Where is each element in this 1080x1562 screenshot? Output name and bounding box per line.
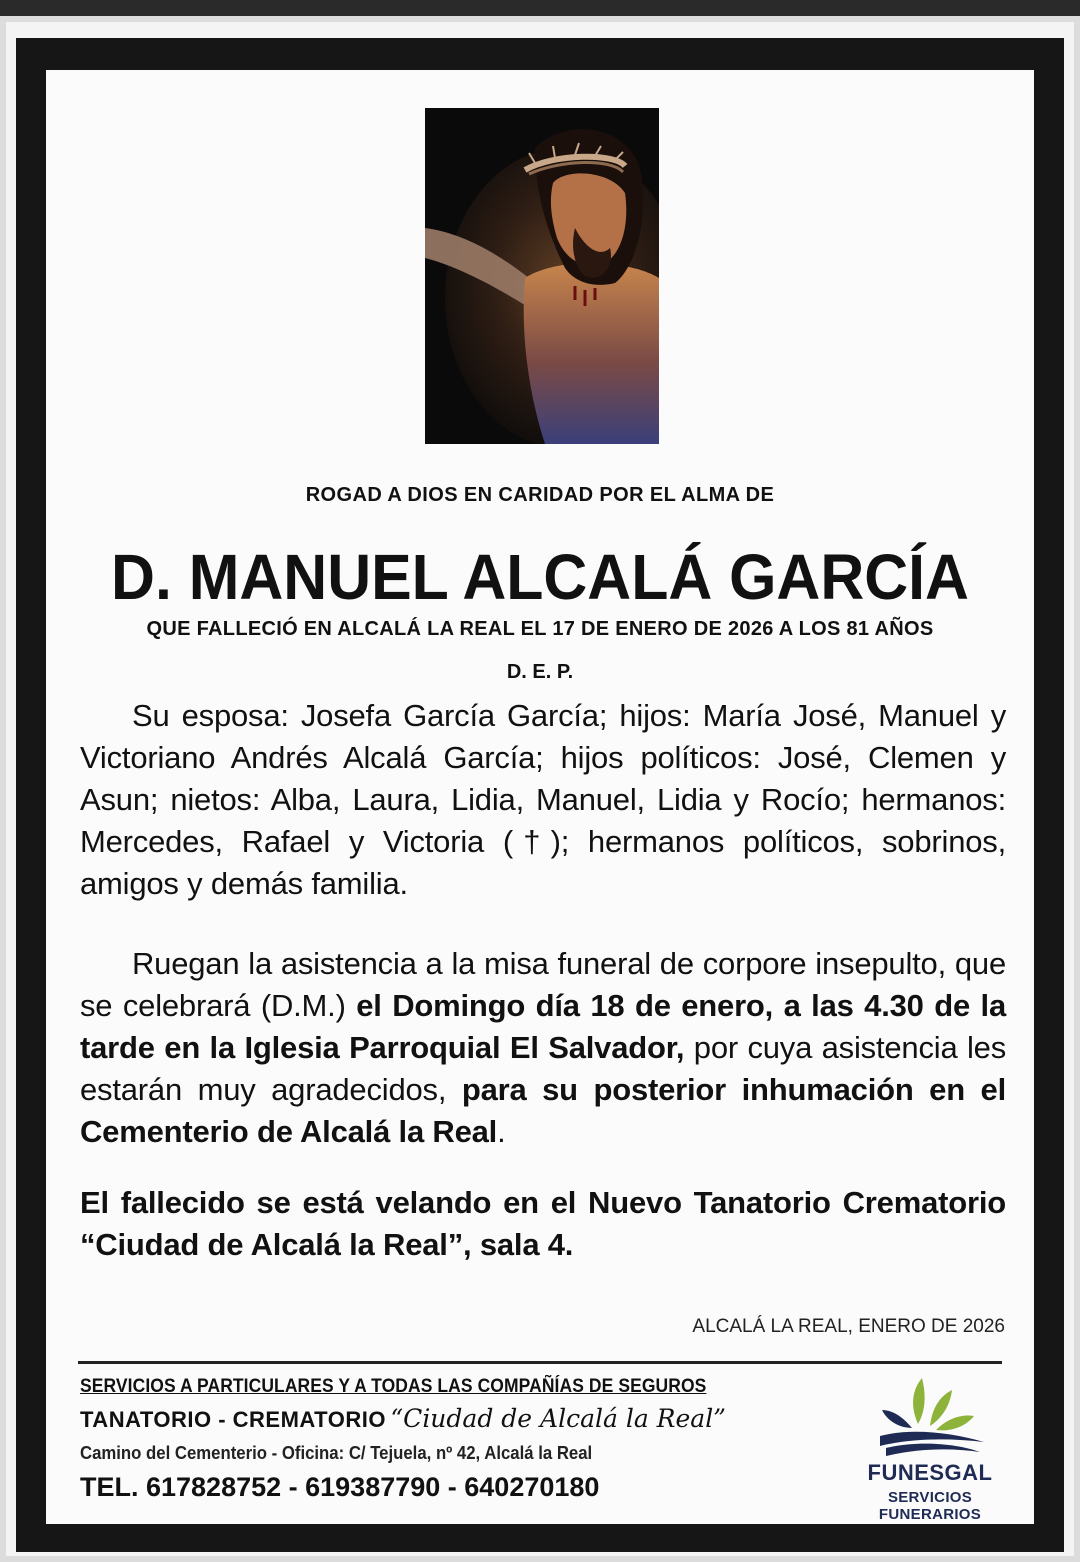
rip-abbreviation: D. E. P. [506, 661, 574, 683]
family-paragraph: Su esposa: Josefa García García; hijos: María José, Manuel y Victoriano Andrés Alcalá García; hijos políticos: José, Clemen y Asun; nietos: Alba, Laura, Lidia, Manuel, Lidia y Rocío; hermanos: Mercedes, Rafael y Victoria (†); hermanos políticos, sobrinos, amigos y demás familia. [80, 698, 1006, 901]
burial-info: para su posterior inhumación en el Cementerio de Alcalá la Real [80, 1072, 1006, 1149]
tanatorio-label: TANATORIO - CREMATORIO [80, 1407, 386, 1432]
mass-text: Ruegan la asistencia a la misa funeral de corpore insepulto, que se celebrará (D.M.) [80, 946, 1006, 1023]
prayer-heading: ROGAD A DIOS EN CARIDAD POR EL ALMA DE [305, 484, 775, 506]
wake-paragraph: El fallecido se está velando en el Nuevo Tanatorio Crematorio “Ciudad de Alcalá la Real”, sala 4. [80, 1185, 1006, 1262]
place-date: ALCALÁ LA REAL, ENERO DE 2026 [692, 1316, 1005, 1337]
funeral-mass-paragraph [80, 943, 1006, 1153]
mass-period: . [497, 1114, 506, 1149]
deceased-name: D. MANUEL ALCALÁ GARCÍA [111, 541, 969, 613]
mass-date-location: el Domingo día 18 de enero, a las 4.30 de la tarde en la Iglesia Parroquial El Salvador, [80, 988, 1006, 1065]
death-details: QUE FALLECIÓ EN ALCALÁ LA REAL EL 17 DE ENERO DE 2026 A LOS 81 AÑOS [146, 618, 934, 640]
mass-thanks: por cuya asistencia les estarán muy agradecidos, [80, 1030, 1006, 1107]
crucifix-image [425, 108, 659, 444]
funeral-home-info [80, 1376, 840, 1503]
funesgal-logo [840, 1376, 1020, 1523]
tanatorio-name: “Ciudad de Alcalá la Real” [390, 1404, 726, 1433]
top-bar [0, 0, 1080, 16]
leaf-logo-icon [840, 1376, 1020, 1460]
phone-line: TEL. 617828752 - 619387790 - 640270180 [80, 1472, 600, 1502]
tanatorio-line [80, 1404, 840, 1433]
logo-name: FUNESGAL [867, 1460, 993, 1485]
services-line: SERVICIOS A PARTICULARES Y A TODAS LAS COMPAÑÍAS DE SEGUROS [80, 1376, 707, 1397]
divider [78, 1361, 1002, 1364]
logo-subtitle: SERVICIOS FUNERARIOS [878, 1489, 982, 1523]
address-line: Camino del Cementerio - Oficina: C/ Tejuela, nº 42, Alcalá la Real [80, 1443, 593, 1463]
